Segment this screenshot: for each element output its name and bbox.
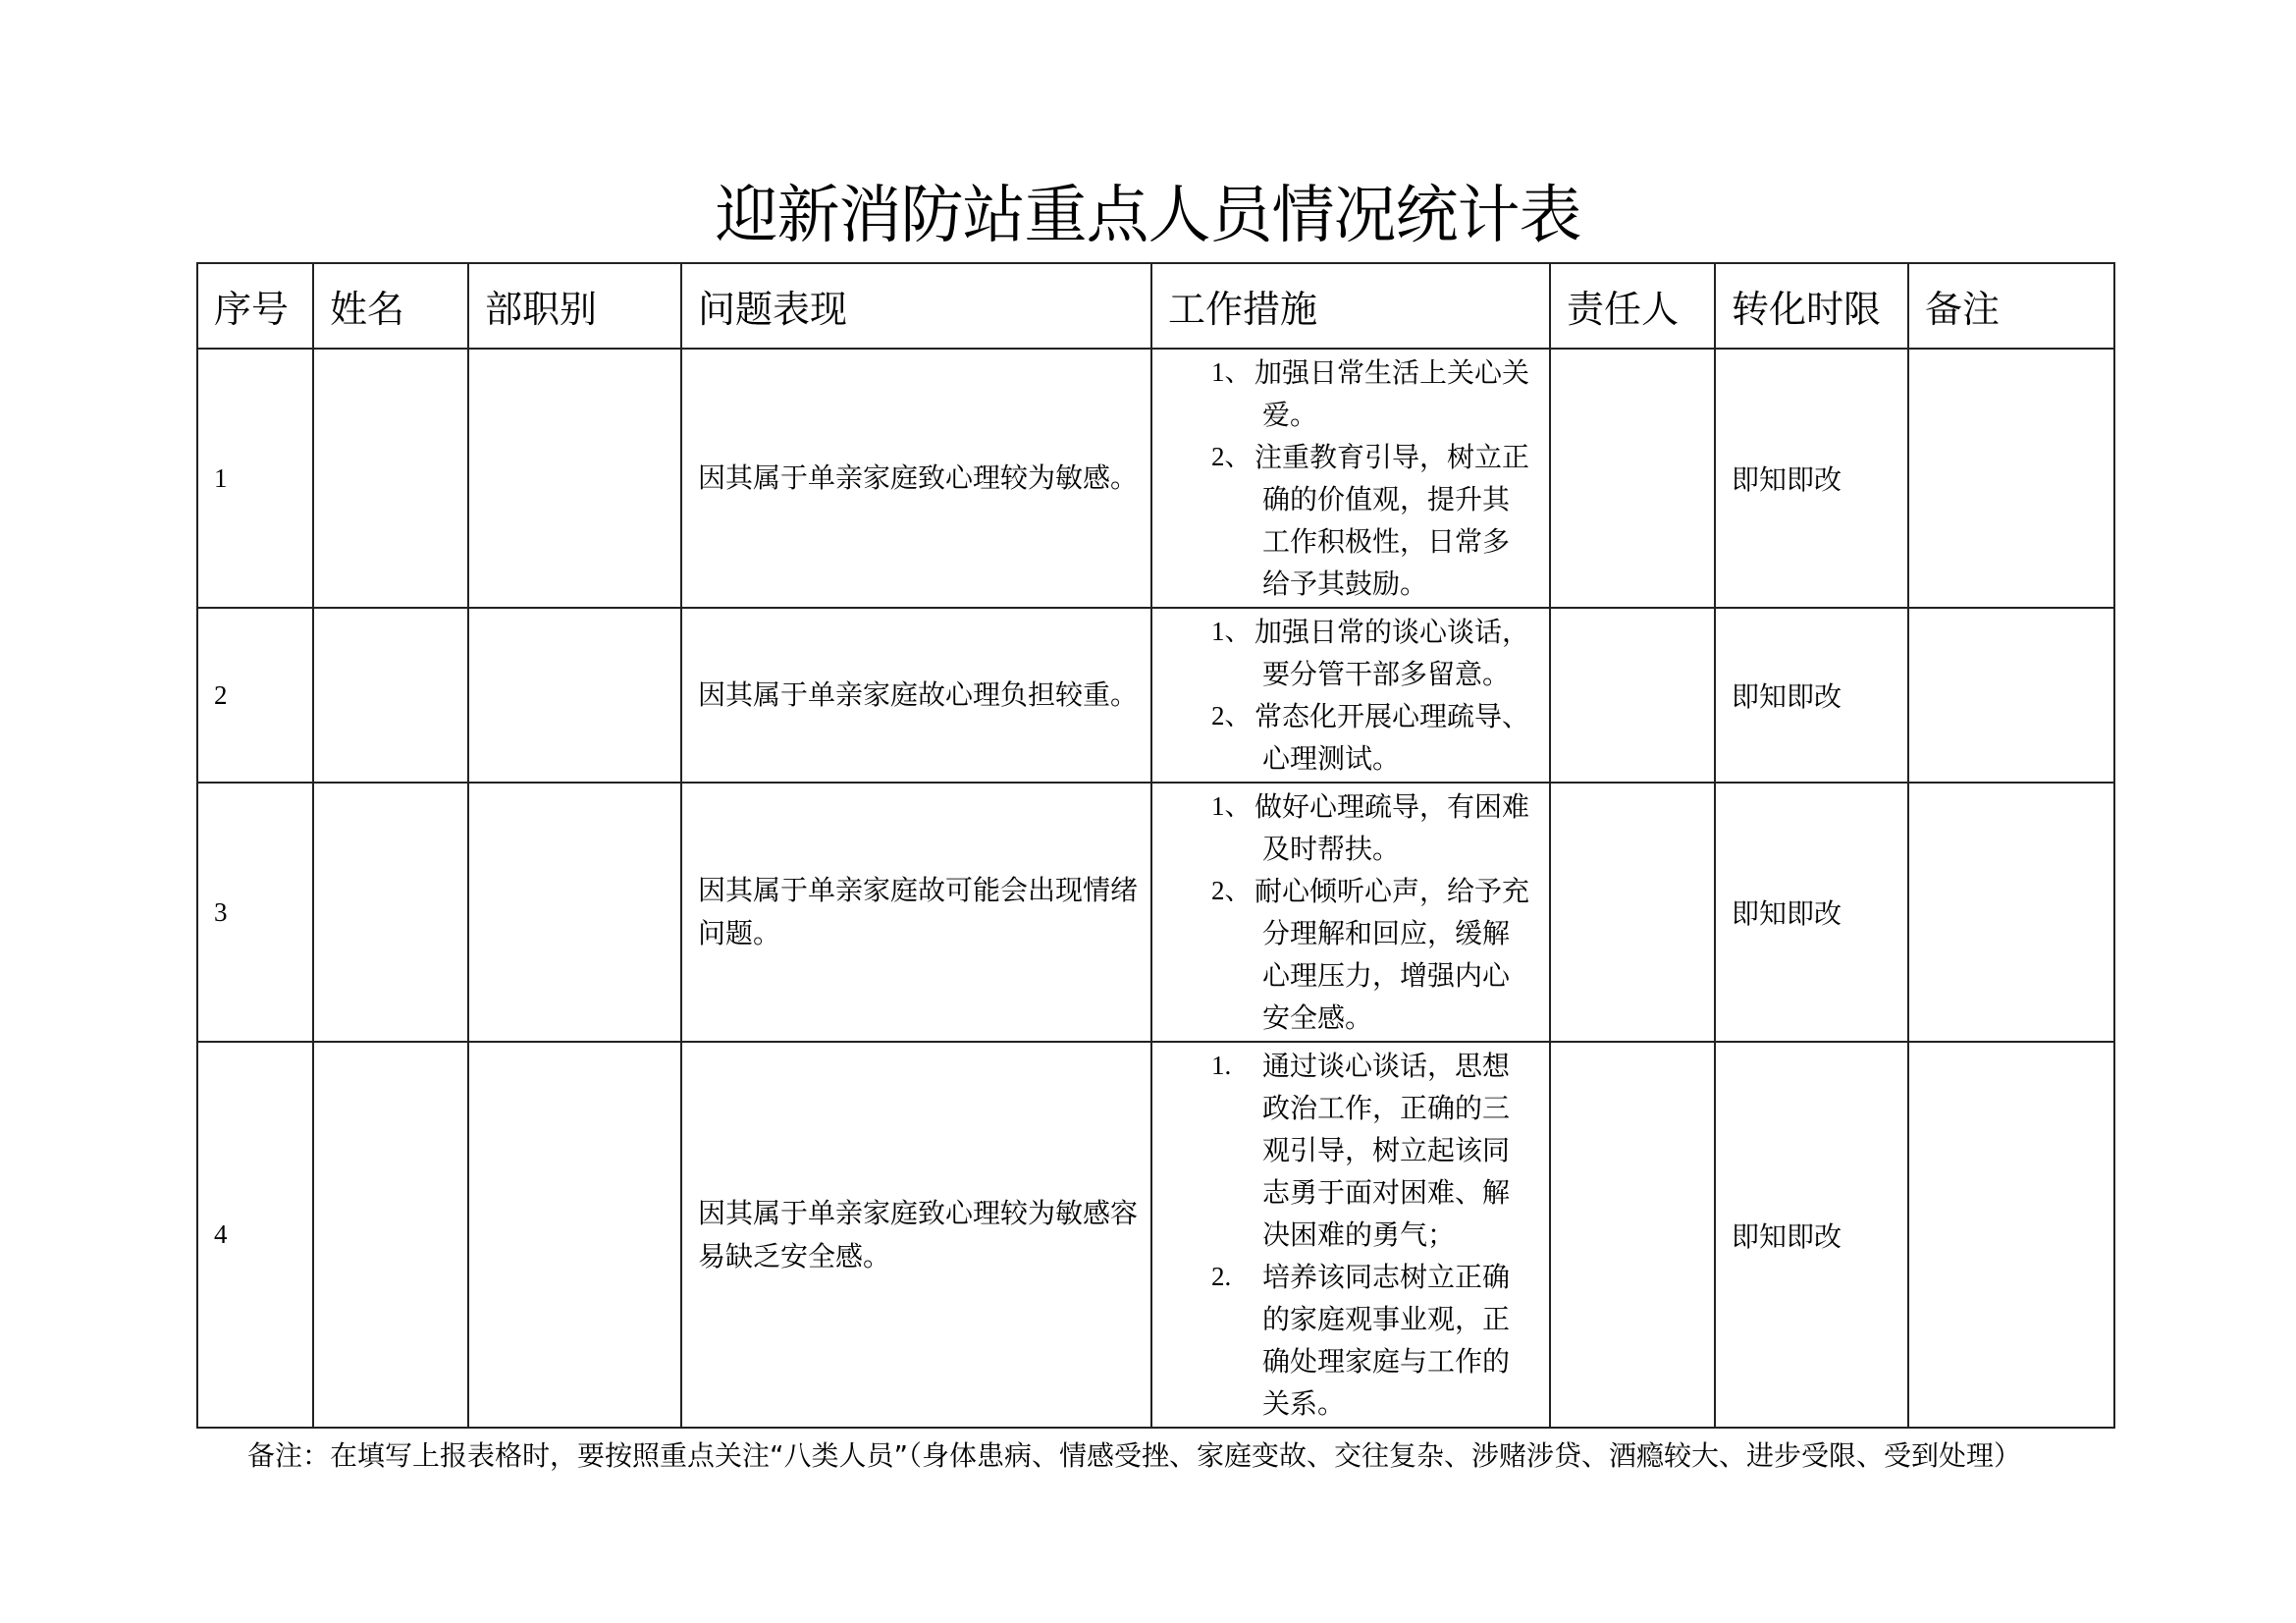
time-limit-cell: 即知即改 (1715, 783, 1908, 1042)
measure-line: 及时帮扶。 (1262, 833, 1401, 865)
name-cell (313, 608, 468, 783)
department-cell (468, 783, 681, 1042)
measure-number: 1、 (1211, 617, 1252, 646)
header-cell: 转化时限 (1715, 263, 1908, 349)
measure-line: 心理压力，增强内心 (1262, 959, 1511, 992)
measure-line: 分理解和回应，缓解 (1262, 917, 1511, 949)
measures-cell (1151, 1042, 1550, 1428)
header-cell: 工作措施 (1151, 263, 1550, 349)
measure-item (1211, 1256, 1545, 1425)
problem-cell: 因其属于单亲家庭故心理负担较重。 (681, 608, 1151, 783)
measure-number: 1. (1211, 1051, 1232, 1080)
serial-number-cell: 2 (197, 608, 313, 783)
header-cell: 问题表现 (681, 263, 1151, 349)
page-title: 迎新消防站重点人员情况统计表 (715, 180, 1581, 252)
header-cell: 序号 (197, 263, 313, 349)
owner-cell (1550, 1042, 1715, 1428)
measure-line: 确的价值观，提升其 (1262, 483, 1511, 515)
header-cell: 部职别 (468, 263, 681, 349)
measure-line: 做好心理疏导，有困难 (1255, 790, 1530, 823)
measure-line: 志勇于面对困难、解 (1262, 1176, 1511, 1209)
header-cell: 备注 (1908, 263, 2114, 349)
measure-number: 1、 (1211, 357, 1252, 387)
measure-line: 加强日常生活上关心关 (1255, 356, 1530, 389)
measure-number: 2. (1211, 1262, 1232, 1291)
measures-cell (1151, 608, 1550, 783)
measure-line: 通过谈心谈话，思想 (1262, 1050, 1511, 1082)
measure-line: 要分管干部多留意。 (1262, 658, 1511, 690)
name-cell (313, 783, 468, 1042)
measure-line: 注重教育引导，树立正 (1255, 441, 1530, 473)
owner-cell (1550, 783, 1715, 1042)
remark-cell (1908, 349, 2114, 608)
department-cell (468, 349, 681, 608)
remark-cell (1908, 608, 2114, 783)
measure-item (1211, 785, 1545, 870)
table-row (197, 608, 2114, 783)
footnote: 备注：在填写上报表格时，要按照重点关注“八类人员”（身体患病、情感受挫、家庭变故、交往复杂、涉赌涉贷、酒瘾较大、进步受限、受到处理） (247, 1439, 2022, 1472)
serial-number-cell: 4 (197, 1042, 313, 1428)
measure-number: 1、 (1211, 791, 1252, 821)
table-row (197, 349, 2114, 608)
measure-line: 决困难的勇气； (1262, 1218, 1456, 1251)
measure-number: 2、 (1211, 701, 1252, 730)
measure-line: 耐心倾听心声，给予充 (1255, 875, 1530, 907)
measure-item (1211, 436, 1545, 605)
measure-line: 关系。 (1262, 1387, 1346, 1420)
table-wrapper (196, 262, 2113, 1476)
problem-cell: 因其属于单亲家庭致心理较为敏感。 (681, 349, 1151, 608)
measure-line: 加强日常的谈心谈话， (1255, 616, 1530, 648)
measure-line: 常态化开展心理疏导、 (1255, 700, 1530, 732)
measure-line: 心理测试。 (1262, 742, 1401, 775)
owner-cell (1550, 349, 1715, 608)
measure-line: 安全感。 (1262, 1001, 1373, 1034)
measure-item (1211, 1045, 1545, 1256)
measure-item (1211, 695, 1545, 780)
measure-line: 政治工作，正确的三 (1262, 1092, 1511, 1124)
time-limit-cell: 即知即改 (1715, 1042, 1908, 1428)
department-cell (468, 1042, 681, 1428)
measures-cell (1151, 349, 1550, 608)
measure-line: 培养该同志树立正确 (1262, 1261, 1511, 1293)
name-cell (313, 349, 468, 608)
measure-line: 爱。 (1262, 399, 1318, 431)
time-limit-cell: 即知即改 (1715, 608, 1908, 783)
serial-number-cell: 3 (197, 783, 313, 1042)
problem-cell: 因其属于单亲家庭故可能会出现情绪问题。 (681, 783, 1151, 1042)
measure-number: 2、 (1211, 876, 1252, 905)
department-cell (468, 608, 681, 783)
name-cell (313, 1042, 468, 1428)
measure-number: 2、 (1211, 442, 1252, 471)
time-limit-cell: 即知即改 (1715, 349, 1908, 608)
owner-cell (1550, 608, 1715, 783)
remark-cell (1908, 783, 2114, 1042)
measure-line: 确处理家庭与工作的 (1262, 1345, 1511, 1378)
measure-line: 给予其鼓励。 (1262, 568, 1428, 600)
personnel-table (196, 262, 2115, 1429)
table-row (197, 783, 2114, 1042)
problem-cell: 因其属于单亲家庭致心理较为敏感容易缺乏安全感。 (681, 1042, 1151, 1428)
measure-line: 观引导，树立起该同 (1262, 1134, 1511, 1166)
measure-line: 工作积极性，日常多 (1262, 525, 1511, 558)
header-cell: 责任人 (1550, 263, 1715, 349)
measure-line: 的家庭观事业观，正 (1262, 1303, 1511, 1335)
measures-cell (1151, 783, 1550, 1042)
measure-item (1211, 611, 1545, 695)
table-row (197, 1042, 2114, 1428)
serial-number-cell: 1 (197, 349, 313, 608)
remark-cell (1908, 1042, 2114, 1428)
header-cell: 姓名 (313, 263, 468, 349)
measure-item (1211, 870, 1545, 1039)
table-header-row (197, 263, 2114, 349)
measure-item (1211, 352, 1545, 436)
